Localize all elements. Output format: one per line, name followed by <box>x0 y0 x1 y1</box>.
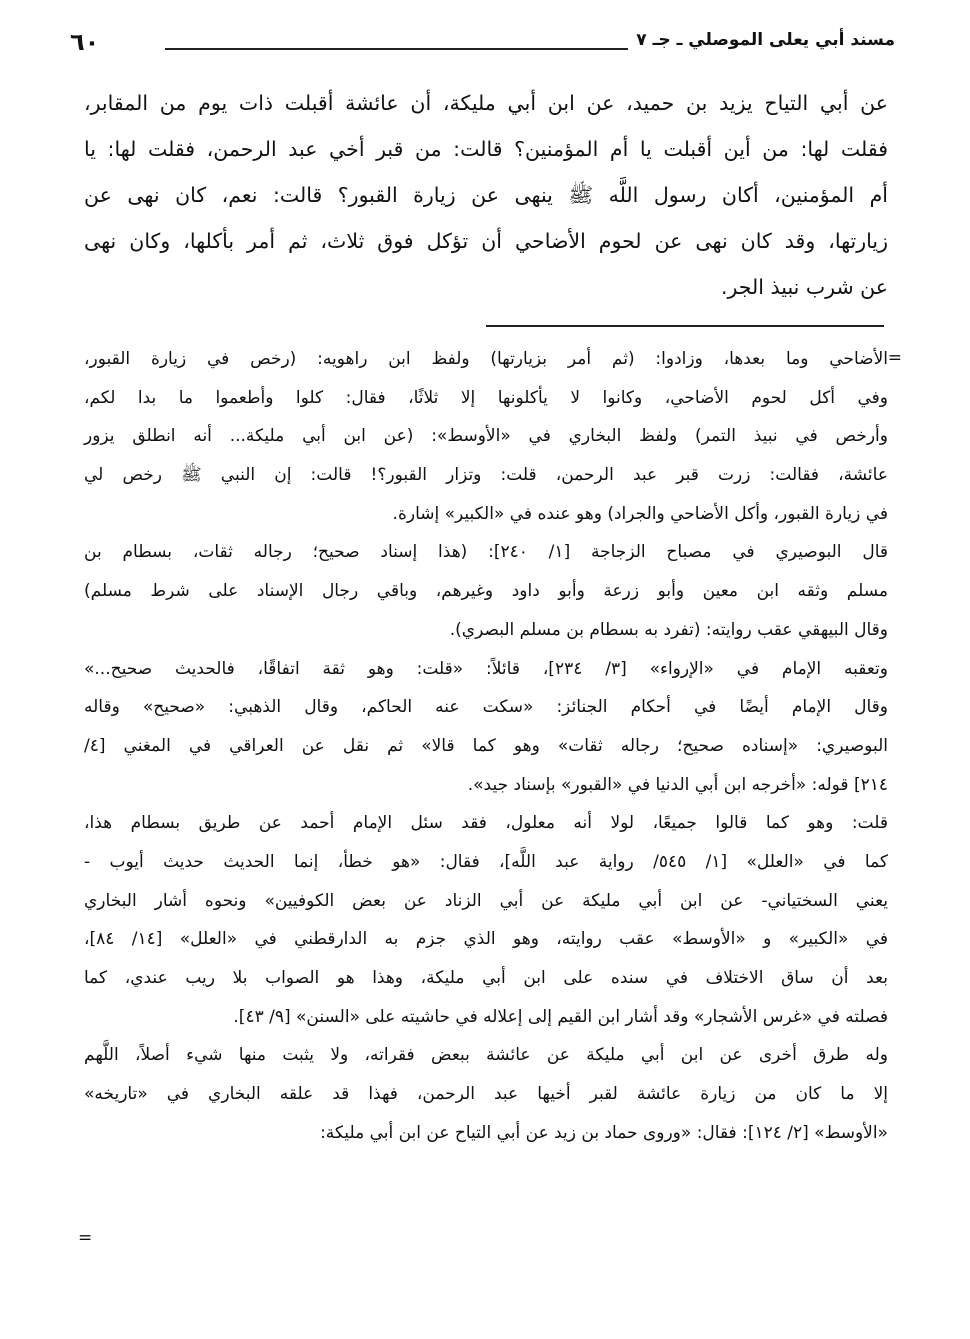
page-number: ٦٠ <box>70 28 107 56</box>
footnote-line: عائشة، فقالت: زرت قبر عبد الرحمن، قلت: وتزار القبور؟! قالت: إن النبي ﷺ رخص لي <box>84 465 888 486</box>
footnote-line: يعني السختياني- عن ابن أبي مليكة عن أبي الزناد عن بعض الكوفيين» ونحوه أشار البخاري <box>84 890 888 911</box>
footnote-line: ٢١٤] قوله: «أخرجه ابن أبي الدنيا في «القبور» بإسناد جيد». <box>467 774 888 795</box>
footnote-line: كما في «العلل» [١/ ٥٤٥/ رواية عبد اللَّه]، فقال: «هو خطأ، إنما الحديث حديث أيوب - <box>84 851 888 872</box>
footnote-divider <box>486 325 884 327</box>
footnote-line: في «الكبير» و «الأوسط» عقب روايته، وهو الذي جزم به الدارقطني في «العلل» [١٤/ ٨٤]، <box>84 929 889 950</box>
footnote-line: وله طرق أخرى عن ابن أبي مليكة عن عائشة ببعض فقراته، ولا يثبت منها شيء أصلاً، اللَّهم <box>84 1045 888 1066</box>
footnote-line: إلا ما كان من زيارة عائشة لقبر أخيها عبد الرحمن، فهذا قد علقه البخاري في «تاريخه» <box>84 1084 888 1105</box>
footnote-line: مسلم وثقه ابن معين وأبو زرعة وأبو داود وغيرهم، وباقي رجال الإسناد على شرط مسلم) <box>84 581 888 602</box>
text-line: عن شرب نبيذ الجر. <box>720 275 888 299</box>
running-header <box>70 22 895 62</box>
footnote-line: وقال البيهقي عقب روايته: (تفرد به بسطام بن مسلم البصري). <box>449 619 888 640</box>
text-line: زيارتها، وقد كان نهى عن لحوم الأضاحي أن تؤكل فوق ثلاث، ثم أمر بأكلها، وكان نهى <box>84 229 888 253</box>
text-line: فقلت لها: من أين أقبلت يا أم المؤمنين؟ قالت: من قبر أخي عبد الرحمن، فقلت لها: يا <box>84 137 888 161</box>
text-line: عن أبي التياح يزيد بن حميد، عن ابن أبي مليكة، أن عائشة أقبلت ذات يوم من المقابر، <box>84 91 888 115</box>
footnote-line: وقال الإمام أيضًا في أحكام الجنائز: «سكت عنه الحاكم، وقال الذهبي: «صحيح» وقاله <box>84 697 888 718</box>
text-line: أم المؤمنين، أكان رسول اللَّه ﷺ ينهى عن زيارة القبور؟ قالت: نعم، كان نهى عن <box>84 183 888 207</box>
footnote-line: في زيارة القبور، وأكل الأضاحي والجراد) وهو عنده في «الكبير» إشارة. <box>392 503 888 524</box>
footnote-line: وأرخص في نبيذ التمر) ولفظ البخاري في «الأوسط»: (عن ابن أبي مليكة... أنه انطلق يزور <box>84 426 888 447</box>
book-title: مسند أبي يعلى الموصلي ـ جـ ٧ <box>628 30 895 50</box>
footnote-line: وتعقبه الإمام في «الإرواء» [٣/ ٢٣٤]، قائلاً: «قلت: وهو ثقة اتفاقًا، فالحديث صحيح...» <box>84 658 888 679</box>
hadith-text <box>84 80 888 310</box>
footnote-line: قال البوصيري في مصباح الزجاجة [١/ ٢٤٠]: (هذا إسناد صحيح؛ رجاله ثقات، بسطام بن <box>84 542 888 563</box>
footnote-line: قلت: وهو كما قالوا جميعًا، لولا أنه معلول، فقد سئل الإمام أحمد عن طريق بسطام هذا، <box>84 813 888 834</box>
footnote-line: الأضاحي وما بعدها، وزادوا: (ثم أمر بزيارتها) ولفظ ابن راهويه: (رخص في زيارة القبور، <box>84 349 888 369</box>
continuation-marker-start: = <box>887 348 902 368</box>
footnotes <box>78 340 902 1248</box>
footnote-line: فصلته في «غرس الأشجار» وقد أشار ابن القيم إلى إعلاله في حاشيته على «السنن» [٩/ ٤٣]. <box>233 1006 888 1027</box>
footnote-line: وفي أكل لحوم الأضاحي، وكانوا لا يأكلونها إلا ثلاثًا، فقال: كلوا وأطعموا ما بدا لكم، <box>84 387 888 408</box>
footnote-line: البوصيري: «إسناده صحيح؛ رجاله ثقات» وهو كما قالا» ثم نقل عن العراقي في المغني [٤/ <box>84 735 888 756</box>
footnote-line: «الأوسط» [٢/ ١٢٤]: فقال: «وروى حماد بن زيد عن أبي التياح عن ابن أبي مليكة: <box>320 1122 888 1143</box>
continuation-marker-end: = <box>78 1228 93 1248</box>
footnote-line: بعد أن ساق الاختلاف في سنده على ابن أبي مليكة، وهذا هو الصواب بلا ريب عندي، كما <box>84 968 888 988</box>
